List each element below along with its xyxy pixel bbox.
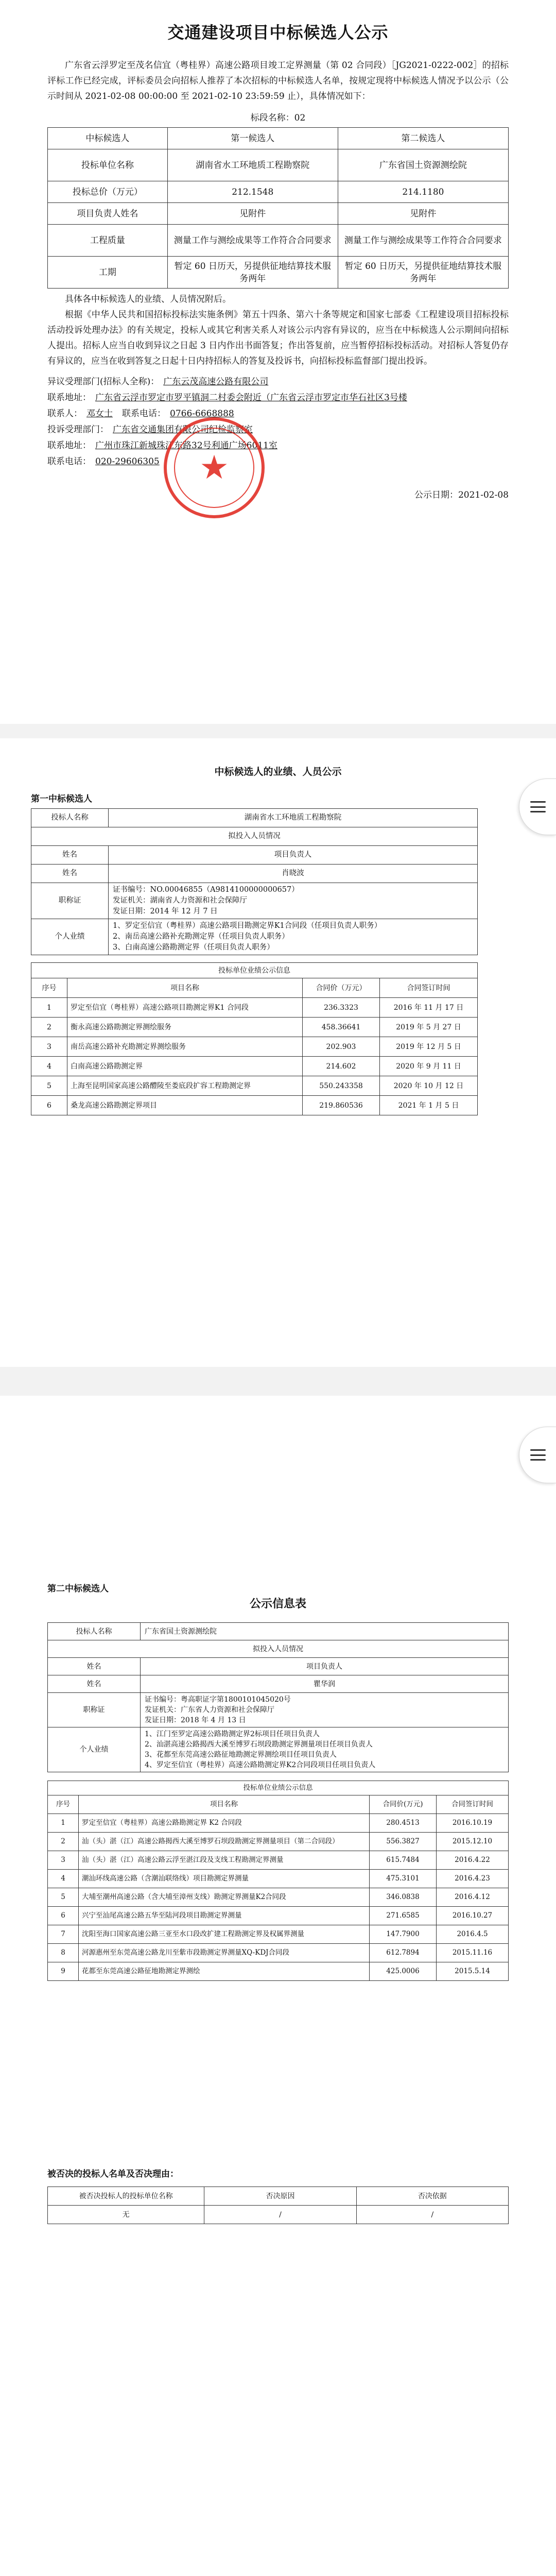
table-cell: 458.36641 [303,1018,380,1037]
table-cell: 1 [31,998,67,1018]
table-cell: 汕（头）湛（江）高速公路云浮至湛江段及支线工程勘测定界测量 [79,1851,370,1870]
table-cell: 7 [48,1925,79,1944]
first-candidate-cell: 见附件 [167,203,338,225]
table-row [31,809,478,827]
candidates-table [47,127,509,289]
name-value: 瞿华润 [141,1675,509,1693]
position-value: 项目负责人 [141,1658,509,1675]
table-cell: / [356,2206,508,2224]
table-row [31,1018,478,1037]
table-header-cell: 第二候选人 [338,128,508,149]
law-paragraph: 根据《中华人民共和国招标投标法实施条例》第五十四条、第六十条等规定和国家七部委《工程建设项目招标投标活动投诉处理办法》的有关规定，投标人或其它利害关系人对该公示内容有异议的，应当在中标候选人公示期间向招标人提出。招标人应当自收到异议之日起 3 日内作出书面答复；作出答复前，应当暂停招标投标活动。对招标人答复仍存有异议的，应当在收到答复之日起十日内持招标人的答复及投诉书，向招标投标监督部门提出投诉。 [47,310,509,366]
table-row [48,2206,509,2224]
perf-label: 个人业绩 [31,919,109,955]
table-cell: 5 [48,1888,79,1907]
table-cell: 河源惠州至东莞高速公路龙川至紫市段勘测定界测量XQ-KDJ合同段 [79,1944,370,1962]
contact-value: 广东省交通集团有限公司纪检监察室 [113,425,253,435]
contact-row [47,390,509,406]
contact-label: 异议受理部门(招标人全称)： [47,377,160,387]
bidder-name: 湖南省水工环地质工程勘察院 [109,809,478,827]
menu-button[interactable] [519,778,556,835]
cert-details [141,1693,509,1727]
hamburger-icon [530,801,546,812]
table-row [48,128,509,149]
second-candidate-label: 第二中标候选人 [47,1584,109,1594]
table-cell: 2016.4.12 [437,1888,509,1907]
rejected-title: 被否决的投标人名单及否决理由： [47,2169,179,2179]
contact-label: 投诉受理部门： [47,425,109,435]
table-row [31,1076,478,1096]
row-label: 项目负责人姓名 [48,203,168,225]
seal-star-icon: ★ [199,449,229,487]
table-row [48,1888,509,1907]
table-row [48,1640,509,1658]
contact-label: 联系地址： [47,393,91,403]
contact-row [47,454,509,470]
table-cell: 2016 年 11 月 17 日 [380,998,478,1018]
table-header-cell: 项目名称 [67,978,303,998]
table-cell: 无 [48,2206,204,2224]
contact-label: 联系人： [47,409,82,419]
table-cell: 6 [48,1907,79,1925]
section-name: 标段名称：02 [250,113,306,123]
notice-page [0,0,556,724]
table-row [48,1944,509,1962]
row-label: 工程质量 [48,225,168,257]
table-header-cell: 中标候选人 [48,128,168,149]
table-cell: 219.860536 [303,1096,380,1115]
table-cell: 沈阳至海口国家高速公路三亚至水口段改扩建工程勘测定界及权属界测量 [79,1925,370,1944]
hamburger-icon [530,1449,546,1461]
table-cell: 147.7900 [370,1925,437,1944]
table-cell: 280.4513 [370,1814,437,1833]
table-row [48,149,509,181]
table-header-cell: 合同签订时间 [437,1795,509,1814]
menu-button[interactable] [519,1427,556,1483]
cert-line: 发证机关：广东省人力资源和社会保障厅 [145,1706,274,1714]
second-candidate-cell: 测量工作与测绘成果等工作符合合同要求 [338,225,508,257]
position-label: 姓名 [31,846,109,865]
table-row [48,1727,509,1772]
table-row [48,225,509,257]
table-row [48,1925,509,1944]
table-row [48,203,509,225]
table-row [31,919,478,955]
table-cell: 南岳高速公路补充勘测定界测绘服务 [67,1037,303,1057]
table-cell: 罗定至信宜（粤桂界）高速公路项目勘测定界K1 合同段 [67,998,303,1018]
position-label: 姓名 [48,1658,141,1675]
table-cell: 上海至昆明国家高速公路醴陵至娄底段扩容工程勘测定界 [67,1076,303,1096]
notice-intro: 广东省云浮罗定至茂名信宜（粤桂界）高速公路项目竣工定界测量（第 02 合同段）［JG2021-0222-002］的招标评标工作已经完成，评标委员会向招标人推荐了本次招标的中标候选人名单，按规定现将中标候选人情况予以公示（公示时间从 2021-02-08 00:00:00 至 2021-02-10 23:59:59 止），具体情况如下： [47,60,509,101]
cert-label: 职称证 [31,883,109,919]
table-header-cell: 被否决投标人的投标单位名称 [48,2187,204,2206]
table-row [48,1907,509,1925]
contact-row [47,374,509,390]
contact-value: 广东云茂高速公路有限公司 [163,377,269,387]
table-cell: 615.7484 [370,1851,437,1870]
contact-row [47,438,509,454]
table-cell: 衡永高速公路勘测定界测绘服务 [67,1018,303,1037]
table-cell: 花都至东莞高速公路征地勘测定界测绘 [79,1962,370,1981]
table-row [48,257,509,289]
notice-title: 交通建设项目中标候选人公示 [167,23,389,42]
perf-line: 2、汕湛高速公路揭西大溪至博罗石坝段勘测定界测量项目任项目负责人 [145,1740,373,1749]
cert-line: 证书编号：NO.00046855（A9814100000000657） [113,886,299,894]
table-row [48,1814,509,1833]
table-header-cell: 项目名称 [79,1795,370,1814]
table-cell: 214.602 [303,1057,380,1076]
table-header-cell: 合同价（万元） [303,978,380,998]
table-row [31,865,478,883]
table-row [31,963,478,978]
contact-value: 广东省云浮市罗定市罗平镇洞二村委会附近（广东省云浮市罗定市华石社区3号楼 [95,393,407,403]
table-cell: 大埔至潮州高速公路（含大埔至漳州支线）勘测定界测量K2合同段 [79,1888,370,1907]
row-label: 工期 [48,257,168,289]
table-cell: 3 [31,1037,67,1057]
table-cell: 425.0006 [370,1962,437,1981]
perf-line: 3、花都至东莞高速公路征地勘测定界测绘项目任项目负责人 [145,1751,337,1759]
table-row [48,181,509,203]
table-cell: 612.7894 [370,1944,437,1962]
cert-line: 发证日期：2018 年 4 月 13 日 [145,1716,246,1724]
name-label: 姓名 [48,1675,141,1693]
table-row [48,1675,509,1693]
table-header-cell: 序号 [48,1795,79,1814]
contact-block [47,374,509,470]
bidder-name: 广东省国土资源测绘院 [141,1623,509,1640]
table-cell: 2019 年 5 月 27 日 [380,1018,478,1037]
table-cell: 202.903 [303,1037,380,1057]
first-candidate-cell: 测量工作与测绘成果等工作符合合同要求 [167,225,338,257]
table-cell: 兴宁至汕尾高速公路五华至陆河段项目勘测定界测量 [79,1907,370,1925]
table-row [31,846,478,865]
table-row [31,1057,478,1076]
table-row [48,1795,509,1814]
table-cell: 罗定至信宜（粤桂界）高速公路勘测定界 K2 合同段 [79,1814,370,1833]
second-candidate-cell: 暂定 60 日历天，另提供征地结算技术服务两年 [338,257,508,289]
contact-value: 邓女士 [86,409,113,419]
table-cell: 9 [48,1962,79,1981]
second-candidate-cell: 214.1180 [338,181,508,203]
table-header-cell: 合同价(万元) [370,1795,437,1814]
table-cell: 2 [48,1833,79,1851]
table-cell: 2 [31,1018,67,1037]
table-cell: 2016.4.22 [437,1851,509,1870]
performance-page [0,738,556,1367]
bidder-label: 投标人名称 [48,1623,141,1640]
second-candidate-cell: 见附件 [338,203,508,225]
table-cell: / [204,2206,356,2224]
table-cell: 2020 年 10 月 12 日 [380,1076,478,1096]
perf-line: 1、罗定至信宜（粤桂界）高速公路项目勘测定界K1合同段（任项目负责人职务） [113,922,382,930]
publication-date: 公示日期：2021-02-08 [414,490,509,500]
table-cell: 8 [48,1944,79,1962]
table-cell: 475.3101 [370,1870,437,1888]
table-cell: 5 [31,1076,67,1096]
table-row [48,1781,509,1795]
table-header-cell: 否决原因 [204,2187,356,2206]
table-row [48,1623,509,1640]
first-company-performance-table [31,962,478,1115]
second-candidate-personnel-table [47,1622,509,1772]
cert-line: 发证日期：2014 年 12 月 7 日 [113,907,218,916]
table-cell: 白南高速公路勘测定界 [67,1057,303,1076]
second-candidate-cell: 广东省国土资源测绘院 [338,149,508,181]
table-cell: 2016.10.27 [437,1907,509,1925]
table-cell: 2016.4.23 [437,1870,509,1888]
cert-label: 职称证 [48,1693,141,1727]
perf-line: 4、罗定至信宜（粤桂界）高速公路勘测定界K2合同段项目任项目负责人 [145,1761,376,1769]
row-label: 投标总价（万元） [48,181,168,203]
rejected-bidders-table [47,2187,509,2224]
first-candidate-cell: 湖南省水工环地质工程勘察院 [167,149,338,181]
table-header-cell: 否决依据 [356,2187,508,2206]
table-cell: 2021 年 1 月 5 日 [380,1096,478,1115]
table-cell: 271.6585 [370,1907,437,1925]
first-candidate-cell: 暂定 60 日历天，另提供征地结算技术服务两年 [167,257,338,289]
table-cell: 346.0838 [370,1888,437,1907]
bidder-label: 投标人名称 [31,809,109,827]
table-caption: 投标单位业绩公示信息 [48,1781,509,1795]
table-header-cell: 第一候选人 [167,128,338,149]
table-cell: 2015.5.14 [437,1962,509,1981]
first-candidate-label: 第一中标候选人 [31,794,92,804]
first-candidate-cell: 212.1548 [167,181,338,203]
contact-row [47,406,509,422]
cert-line: 发证机关：湖南省人力资源和社会保障厅 [113,896,247,905]
table-cell: 汕（头）湛（江）高速公路揭西大溪至博罗石坝段勘测定界测量项目（第二合同段） [79,1833,370,1851]
table-cell: 桑龙高速公路勘测定界项目 [67,1096,303,1115]
table-row [48,1851,509,1870]
perf-label: 个人业绩 [48,1727,141,1772]
table-cell: 潮汕环线高速公路（含潮汕联络线）项目勘测定界测量 [79,1870,370,1888]
second-company-performance-table [47,1781,509,1981]
attach-note: 具体各中标候选人的业绩、人员情况附后。 [65,294,231,304]
table-row [48,1693,509,1727]
table-cell: 4 [31,1057,67,1076]
table-cell: 4 [48,1870,79,1888]
table-cell: 556.3827 [370,1833,437,1851]
contact-row [47,422,509,438]
table-cell: 2016.10.19 [437,1814,509,1833]
table-row [31,998,478,1018]
table-cell: 2016.4.5 [437,1925,509,1944]
contact-label: 联系地址： [47,440,91,451]
perf-line: 3、白南高速公路勘测定界（任项目负责人职务） [113,943,274,952]
table-cell: 1 [48,1814,79,1833]
perf-line: 2、南岳高速公路补充勘测定界（任项目负责人职务） [113,933,289,941]
table-cell: 6 [31,1096,67,1115]
contact-label: 联系电话： [47,456,91,467]
contact-value: 020-29606305 [95,456,160,467]
table-row [31,1037,478,1057]
table-cell: 2015.11.16 [437,1944,509,1962]
table-row [48,2187,509,2206]
perf-line: 1、江门至罗定高速公路勘测定界2标项目任项目负责人 [145,1730,320,1738]
table-row [48,1833,509,1851]
cert-line: 证书编号：粤高职证字第1800101045020号 [145,1696,291,1704]
table-cell: 2015.12.10 [437,1833,509,1851]
table-cell: 236.3323 [303,998,380,1018]
table-row [31,827,478,846]
table-caption: 投标单位业绩公示信息 [31,963,478,978]
performance-title: 中标候选人的业绩、人员公示 [214,766,342,777]
personnel-header: 拟投入人员情况 [48,1640,509,1658]
page-gap [0,1367,556,1396]
table-header-cell: 序号 [31,978,67,998]
cert-details [109,883,478,919]
row-label: 投标单位名称 [48,149,168,181]
contact-value: 0766-6668888 [170,409,234,419]
table-cell: 2020 年 9 月 11 日 [380,1057,478,1076]
page-gap [0,724,556,738]
name-label: 姓名 [31,865,109,883]
table-cell: 550.243358 [303,1076,380,1096]
pub-table-title: 公示信息表 [249,1597,306,1611]
table-row [48,1658,509,1675]
table-cell: 2019 年 12 月 5 日 [380,1037,478,1057]
company-seal [164,417,265,518]
name-value: 肖晓波 [109,865,478,883]
first-candidate-personnel-table [31,808,478,955]
table-row [48,1870,509,1888]
contact-value: 广州市珠江新城珠江东路32号利通广场6011室 [95,440,277,451]
second-candidate-page [0,1396,556,2576]
table-cell: 3 [48,1851,79,1870]
personnel-header: 拟投入人员情况 [31,827,478,846]
table-header-cell: 合同签订时间 [380,978,478,998]
contact-label: 联系电话： [122,409,166,419]
personal-performance [109,919,478,955]
personal-performance [141,1727,509,1772]
table-row [31,1096,478,1115]
position-value: 项目负责人 [109,846,478,865]
table-row [48,1962,509,1981]
table-row [31,978,478,998]
table-row [31,883,478,919]
